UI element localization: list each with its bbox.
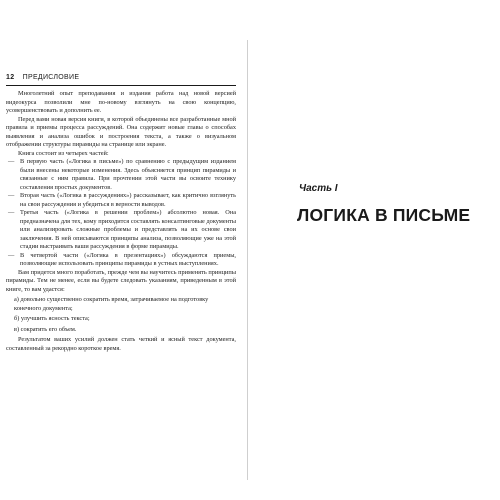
list-item-text: В четвертой части («Логика в презентациях») обсуждаются приемы, позволяющие использовать принципы пирамиды в устных выступлениях.	[20, 251, 236, 267]
paragraph: Вам придется много поработать, прежде чем вы научитесь применять принципы пирамиды. Тем не менее, если вы будете следовать указаниям, приведенным в этой книге, то вам удастся:	[6, 268, 236, 293]
left-page	[0, 0, 247, 500]
list-item: а) довольно существенно сократить время, затрачиваемое на подготовку конечного документа;	[14, 296, 209, 312]
list-item: б) улучшить ясность текста;	[14, 315, 90, 322]
paragraph: Перед вами новая версия книги, в которой объединены все разработанные мной правила и приемы процесса рассуждений. Она содержит новые главы о способах выявления и анализа ошибок и построения текста, а также о визуальном отображении структуры пирамиды на странице или экране.	[6, 115, 236, 148]
right-page	[251, 0, 500, 500]
paragraph: Книга состоит из четырех частей:	[18, 149, 109, 157]
list-item-text: В первую часть («Логика в письме») по сравнению с предыдущим изданием были внесены некоторые изменения. Здесь объясняется принцип пирамиды и связанные с ним правила. При прочтении этой части вы освоите технику составления простых документов.	[20, 158, 236, 191]
list-item	[6, 192, 236, 209]
outcomes-list	[6, 296, 236, 334]
running-head-rule	[6, 85, 236, 86]
paragraph: Многолетний опыт преподавания и издания работа над новой версией видеокурса позволили мне по-новому взглянуть на свою концепцию, усовершенствовать и дополнить ее.	[6, 90, 236, 114]
running-head-title: ПРЕДИСЛОВИЕ	[22, 74, 80, 81]
part-label: Часть I	[299, 183, 338, 194]
page-number: 12	[6, 74, 15, 81]
body-text	[6, 90, 236, 353]
parts-list	[6, 158, 236, 269]
dash-bullet: —	[8, 158, 15, 165]
list-item: в) сократить его объем.	[14, 325, 77, 333]
dash-bullet: —	[8, 192, 15, 199]
dash-bullet: —	[8, 209, 15, 216]
list-item	[6, 252, 236, 269]
list-item-text: Вторая часть («Логика в рассуждениях») рассказывает, как критично взглянуть на свои рассуждения и убедиться в верности выводов.	[20, 192, 236, 208]
gutter-divider	[247, 40, 248, 480]
list-item-text: Третья часть («Логика в решении проблем») абсолютно новая. Она предназначена для тех, кому приходится составлять консалтинговые документы или анализировать сложные проблемы и представлять на их основе свои заключения. В ней описываются принципы анализа, позволяющие уже на этой стадии выстраивать ваши рассуждения в форме пирамиды.	[20, 209, 236, 250]
list-item	[6, 209, 236, 252]
list-item	[6, 158, 236, 192]
dash-bullet: —	[8, 251, 15, 259]
paragraph: Результатом ваших усилий должен стать четкий и ясный текст документа, составленный за рекордно короткое время.	[6, 336, 236, 352]
part-title: ЛОГИКА В ПИСЬМЕ	[297, 205, 471, 225]
